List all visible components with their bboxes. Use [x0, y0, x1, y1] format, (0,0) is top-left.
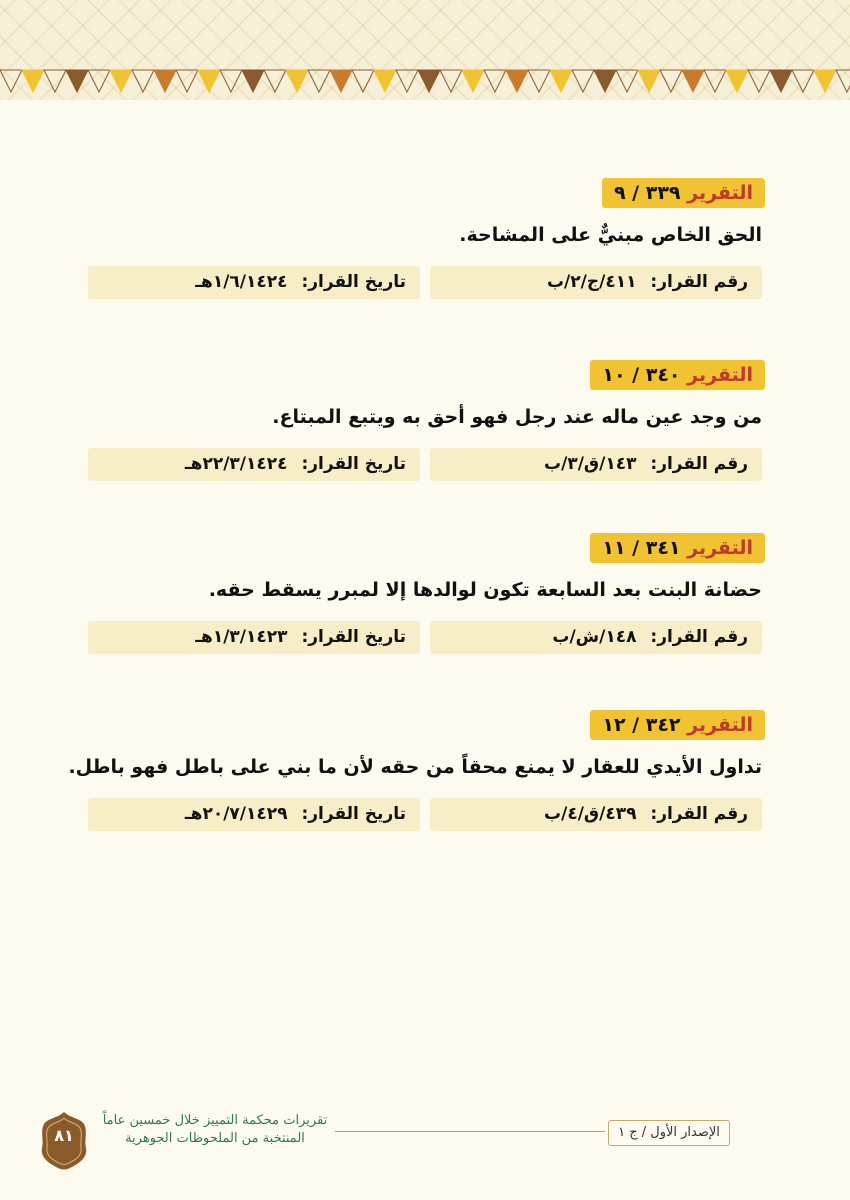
footer-divider	[335, 1131, 605, 1132]
decision-date-box	[88, 621, 420, 654]
report-title-word: التقرير	[687, 364, 753, 386]
decision-number-value: ١٤٣/ق/٣/ب	[544, 454, 637, 474]
decision-number-label: رقم القرار:	[650, 272, 748, 292]
report-title	[590, 710, 765, 740]
decision-date-value: ١/٦/١٤٢٤هـ	[195, 272, 288, 292]
triangle-border-icon	[0, 66, 850, 100]
decision-number-box	[430, 266, 762, 299]
decision-number-box	[430, 448, 762, 481]
decision-number-value: ١٤٨/ش/ب	[552, 627, 637, 647]
decision-number-value: ٤١١/ج/٢/ب	[546, 272, 637, 292]
report-text: حضانة البنت بعد السابعة تكون لوالدها إلا لمبرر يسقط حقه.	[208, 579, 762, 601]
decision-date-value: ١/٣/١٤٢٣هـ	[195, 627, 288, 647]
decision-number-label: رقم القرار:	[650, 804, 748, 824]
report-title	[590, 360, 765, 390]
page-number: ٨١	[54, 1126, 74, 1145]
book-title	[100, 1112, 330, 1148]
report-title-number: ٣٤١ / ١١	[602, 537, 681, 559]
decision-date-label: تاريخ القرار:	[301, 454, 406, 474]
book-title-line-2: المنتخبة من الملحوظات الجوهرية	[125, 1131, 305, 1146]
decision-number-label: رقم القرار:	[650, 627, 748, 647]
report-title-number: ٣٤٠ / ١٠	[602, 364, 681, 386]
report-text: الحق الخاص مبنيٌّ على المشاحة.	[459, 224, 762, 246]
decision-date-label: تاريخ القرار:	[301, 272, 406, 292]
decision-date-box	[88, 266, 420, 299]
decision-number-box	[430, 798, 762, 831]
decision-number-box	[430, 621, 762, 654]
book-title-line-1: تقريرات محكمة التمييز خلال خمسين عاماً	[102, 1113, 328, 1128]
decision-date-box	[88, 798, 420, 831]
decision-number-label: رقم القرار:	[650, 454, 748, 474]
report-title	[602, 178, 765, 208]
header-ornament-band	[0, 0, 850, 100]
report-title-word: التقرير	[687, 714, 753, 736]
decision-date-box	[88, 448, 420, 481]
report-title	[590, 533, 765, 563]
decision-number-value: ٤٣٩/ق/٤/ب	[544, 804, 637, 824]
report-text: تداول الأيدي للعقار لا يمنع محقاً من حقه لأن ما بني على باطل فهو باطل.	[68, 756, 762, 778]
report-title-word: التقرير	[687, 182, 753, 204]
report-text: من وجد عين ماله عند رجل فهو أحق به ويتبع المبتاع.	[272, 406, 762, 428]
edition-label: الإصدار الأول / ج ١	[608, 1120, 730, 1146]
report-title-number: ٣٤٢ / ١٢	[602, 714, 681, 736]
report-title-number: ٣٣٩ / ٩	[613, 182, 681, 204]
decision-date-value: ٢٠/٧/١٤٢٩هـ	[184, 804, 288, 824]
decision-date-value: ٢٢/٣/١٤٢٤هـ	[184, 454, 288, 474]
decision-date-label: تاريخ القرار:	[301, 627, 406, 647]
decision-date-label: تاريخ القرار:	[301, 804, 406, 824]
report-title-word: التقرير	[687, 537, 753, 559]
